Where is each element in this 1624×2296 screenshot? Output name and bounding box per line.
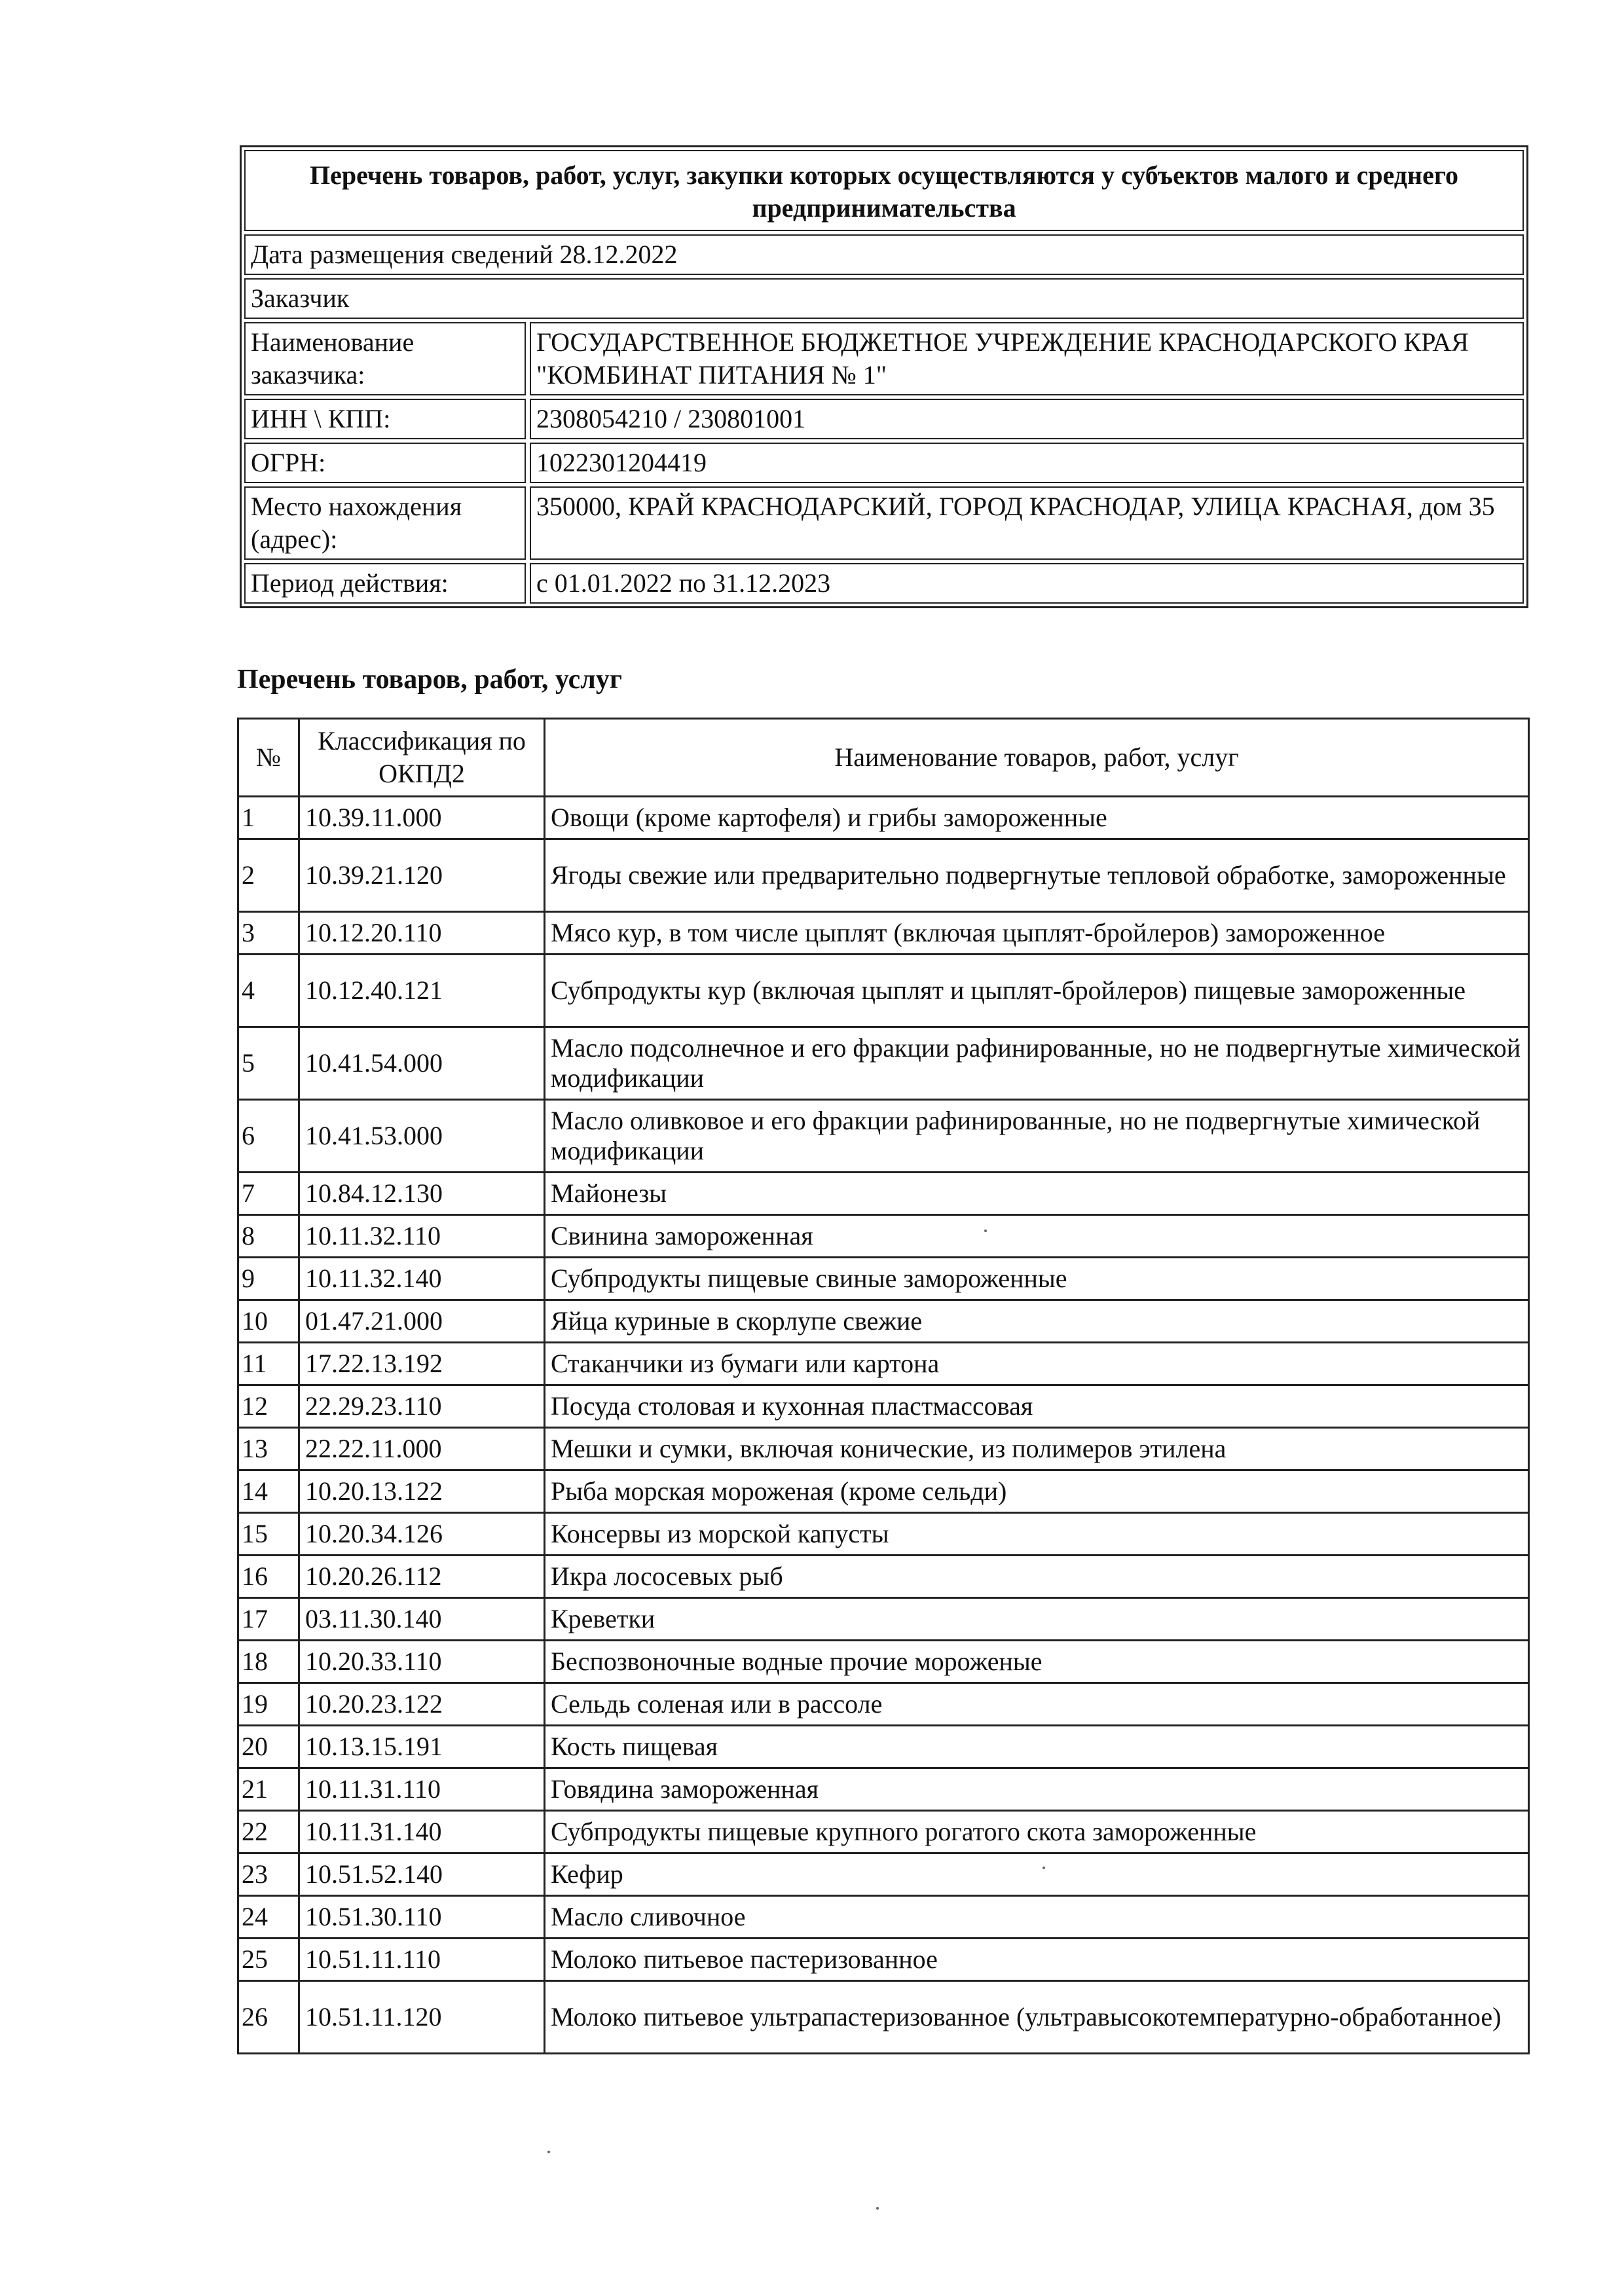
- column-header-name: Наименование товаров, работ, услуг: [545, 719, 1529, 797]
- okpd2-code: 10.20.34.126: [299, 1513, 545, 1556]
- item-name: Сельдь соленая или в рассоле: [545, 1683, 1529, 1726]
- item-name: Говядина замороженная: [545, 1768, 1529, 1811]
- table-row: [238, 1027, 1529, 1100]
- row-number: 16: [238, 1556, 299, 1598]
- row-number: 9: [238, 1258, 299, 1300]
- table-row: [238, 797, 1529, 839]
- item-name: Масло подсолнечное и его фракции рафинированные, но не подвергнутые химической модификации: [545, 1027, 1529, 1100]
- table-row: [238, 1939, 1529, 1981]
- okpd2-code: 10.20.26.112: [299, 1556, 545, 1598]
- period-value: с 01.01.2022 по 31.12.2023: [530, 563, 1524, 604]
- row-number: 17: [238, 1598, 299, 1641]
- item-name: Икра лососевых рыб: [545, 1556, 1529, 1598]
- scan-speck: [876, 2207, 879, 2210]
- okpd2-code: 10.11.32.110: [299, 1215, 545, 1258]
- okpd2-code: 10.20.33.110: [299, 1641, 545, 1683]
- row-number: 6: [238, 1100, 299, 1173]
- row-number: 23: [238, 1853, 299, 1896]
- row-number: 20: [238, 1726, 299, 1768]
- document-title: Перечень товаров, работ, услуг, закупки которых осуществляются у субъектов малого и среднего предпринимательства: [244, 150, 1524, 231]
- goods-table: [237, 718, 1530, 2054]
- column-header-number: №: [238, 719, 299, 797]
- okpd2-code: 10.51.11.120: [299, 1981, 545, 2054]
- okpd2-code: 01.47.21.000: [299, 1300, 545, 1343]
- okpd2-code: 10.51.30.110: [299, 1896, 545, 1939]
- table-row: [238, 1641, 1529, 1683]
- item-name: Яйца куриные в скорлупе свежие: [545, 1300, 1529, 1343]
- ogrn-value: 1022301204419: [530, 443, 1524, 483]
- okpd2-code: 10.20.23.122: [299, 1683, 545, 1726]
- table-row: [238, 955, 1529, 1027]
- row-number: 12: [238, 1385, 299, 1428]
- item-name: Креветки: [545, 1598, 1529, 1641]
- customer-name-row: [244, 322, 1524, 395]
- okpd2-code: 10.11.32.140: [299, 1258, 545, 1300]
- okpd2-code: 10.11.31.110: [299, 1768, 545, 1811]
- column-header-okpd2: Классификация по ОКПД2: [299, 719, 545, 797]
- table-header-row: [238, 719, 1529, 797]
- row-number: 25: [238, 1939, 299, 1981]
- item-name: Масло оливковое и его фракции рафинированные, но не подвергнутые химической модификации: [545, 1100, 1529, 1173]
- date-row: [244, 234, 1524, 275]
- address-row: [244, 486, 1524, 560]
- field-label: Место нахождения (адрес):: [244, 486, 526, 560]
- table-row: [238, 1343, 1529, 1385]
- goods-list-title: Перечень товаров, работ, услуг: [237, 665, 622, 695]
- header-title-row: [244, 150, 1524, 231]
- customer-name-value: ГОСУДАРСТВЕННОЕ БЮДЖЕТНОЕ УЧРЕЖДЕНИЕ КРАСНОДАРСКОГО КРАЯ "КОМБИНАТ ПИТАНИЯ № 1": [530, 322, 1524, 395]
- publication-date: Дата размещения сведений 28.12.2022: [244, 234, 1524, 275]
- goods-table-body: [238, 797, 1529, 2054]
- table-row: [238, 1300, 1529, 1343]
- inn-kpp-value: 2308054210 / 230801001: [530, 399, 1524, 439]
- item-name: Посуда столовая и кухонная пластмассовая: [545, 1385, 1529, 1428]
- item-name: Субпродукты пищевые крупного рогатого скота замороженные: [545, 1811, 1529, 1853]
- row-number: 10: [238, 1300, 299, 1343]
- row-number: 15: [238, 1513, 299, 1556]
- item-name: Кефир: [545, 1853, 1529, 1896]
- row-number: 13: [238, 1428, 299, 1470]
- table-row: [238, 1726, 1529, 1768]
- item-name: Свинина замороженная: [545, 1215, 1529, 1258]
- okpd2-code: 10.11.31.140: [299, 1811, 545, 1853]
- okpd2-code: 10.12.20.110: [299, 912, 545, 955]
- customer-info-block: [240, 145, 1528, 608]
- field-label: ОГРН:: [244, 443, 526, 483]
- row-number: 4: [238, 955, 299, 1027]
- okpd2-code: 10.41.53.000: [299, 1100, 545, 1173]
- table-row: [238, 912, 1529, 955]
- row-number: 7: [238, 1173, 299, 1215]
- okpd2-code: 10.84.12.130: [299, 1173, 545, 1215]
- row-number: 26: [238, 1981, 299, 2054]
- table-row: [238, 1428, 1529, 1470]
- item-name: Рыба морская мороженая (кроме сельди): [545, 1470, 1529, 1513]
- row-number: 5: [238, 1027, 299, 1100]
- row-number: 3: [238, 912, 299, 955]
- item-name: Кость пищевая: [545, 1726, 1529, 1768]
- row-number: 1: [238, 797, 299, 839]
- period-row: [244, 563, 1524, 604]
- okpd2-code: 17.22.13.192: [299, 1343, 545, 1385]
- okpd2-code: 10.39.21.120: [299, 839, 545, 912]
- item-name: Стаканчики из бумаги или картона: [545, 1343, 1529, 1385]
- scan-speck: [547, 2151, 550, 2153]
- table-row: [238, 1556, 1529, 1598]
- inn-kpp-row: [244, 399, 1524, 439]
- item-name: Беспозвоночные водные прочие мороженые: [545, 1641, 1529, 1683]
- okpd2-code: 03.11.30.140: [299, 1598, 545, 1641]
- row-number: 11: [238, 1343, 299, 1385]
- row-number: 24: [238, 1896, 299, 1939]
- table-row: [238, 1811, 1529, 1853]
- field-label: Наименование заказчика:: [244, 322, 526, 395]
- item-name: Субпродукты пищевые свиные замороженные: [545, 1258, 1529, 1300]
- row-number: 22: [238, 1811, 299, 1853]
- table-row: [238, 839, 1529, 912]
- table-row: [238, 1853, 1529, 1896]
- table-row: [238, 1385, 1529, 1428]
- item-name: Молоко питьевое ультрапастеризованное (ультравысокотемпературно-обработанное): [545, 1981, 1529, 2054]
- table-row: [238, 1215, 1529, 1258]
- row-number: 21: [238, 1768, 299, 1811]
- item-name: Майонезы: [545, 1173, 1529, 1215]
- table-row: [238, 1768, 1529, 1811]
- okpd2-code: 10.12.40.121: [299, 955, 545, 1027]
- table-row: [238, 1173, 1529, 1215]
- okpd2-code: 22.22.11.000: [299, 1428, 545, 1470]
- okpd2-code: 10.20.13.122: [299, 1470, 545, 1513]
- table-row: [238, 1470, 1529, 1513]
- item-name: Мешки и сумки, включая конические, из полимеров этилена: [545, 1428, 1529, 1470]
- okpd2-code: 10.41.54.000: [299, 1027, 545, 1100]
- okpd2-code: 10.39.11.000: [299, 797, 545, 839]
- table-row: [238, 1598, 1529, 1641]
- row-number: 14: [238, 1470, 299, 1513]
- table-row: [238, 1513, 1529, 1556]
- address-value: 350000, КРАЙ КРАСНОДАРСКИЙ, ГОРОД КРАСНОДАР, УЛИЦА КРАСНАЯ, дом 35: [530, 486, 1524, 560]
- field-label: ИНН \ КПП:: [244, 399, 526, 439]
- table-row: [238, 1981, 1529, 2054]
- customer-section-row: [244, 278, 1524, 319]
- item-name: Ягоды свежие или предварительно подвергнутые тепловой обработке, замороженные: [545, 839, 1529, 912]
- okpd2-code: 22.29.23.110: [299, 1385, 545, 1428]
- okpd2-code: 10.13.15.191: [299, 1726, 545, 1768]
- table-row: [238, 1100, 1529, 1173]
- item-name: Молоко питьевое пастеризованное: [545, 1939, 1529, 1981]
- customer-section-label: Заказчик: [244, 278, 1524, 319]
- item-name: Мясо кур, в том числе цыплят (включая цыплят-бройлеров) замороженное: [545, 912, 1529, 955]
- table-row: [238, 1683, 1529, 1726]
- ogrn-row: [244, 443, 1524, 483]
- table-row: [238, 1258, 1529, 1300]
- scan-speck: [984, 1230, 987, 1232]
- field-label: Период действия:: [244, 563, 526, 604]
- item-name: Консервы из морской капусты: [545, 1513, 1529, 1556]
- row-number: 2: [238, 839, 299, 912]
- row-number: 19: [238, 1683, 299, 1726]
- item-name: Субпродукты кур (включая цыплят и цыплят-бройлеров) пищевые замороженные: [545, 955, 1529, 1027]
- table-row: [238, 1896, 1529, 1939]
- item-name: Овощи (кроме картофеля) и грибы замороженные: [545, 797, 1529, 839]
- item-name: Масло сливочное: [545, 1896, 1529, 1939]
- okpd2-code: 10.51.52.140: [299, 1853, 545, 1896]
- okpd2-code: 10.51.11.110: [299, 1939, 545, 1981]
- scan-speck: [1043, 1867, 1045, 1869]
- row-number: 18: [238, 1641, 299, 1683]
- row-number: 8: [238, 1215, 299, 1258]
